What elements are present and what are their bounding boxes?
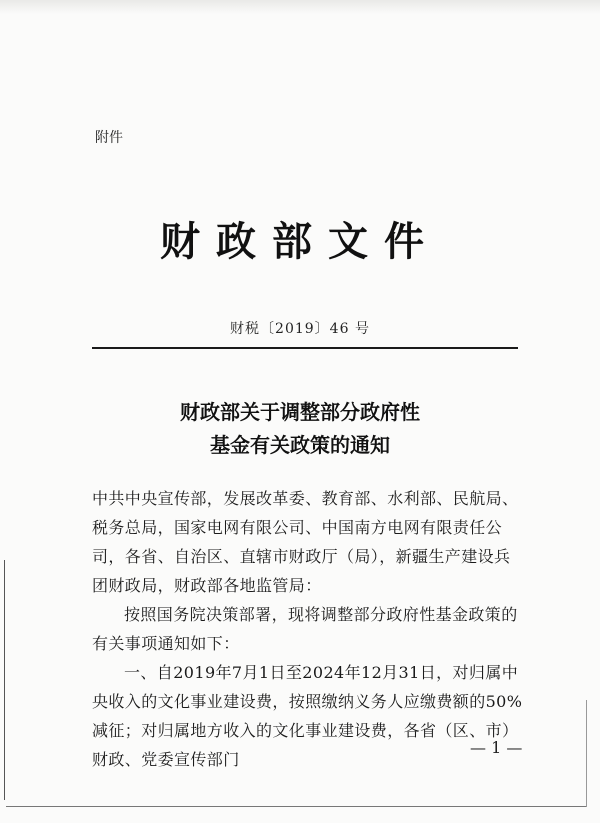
item-one-paragraph: 一、自2019年7月1日至2024年12月31日，对归属中央收入的文化事业建设费，按照缴纳义务人应缴费额的50%减征；对归属地方收入的文化事业建设费，各省（区、市）财政、党委宣传部门 (92, 663, 523, 769)
notice-title-line-2: 基金有关政策的通知 (210, 433, 390, 457)
notice-title (0, 396, 600, 462)
header-divider (92, 347, 518, 349)
document-number: 财税〔2019〕46 号 (230, 321, 370, 337)
page-number: — 1 — (470, 738, 523, 757)
scan-edge-right (586, 700, 587, 807)
scan-edge-left (4, 560, 5, 800)
scan-shadow-top (0, 0, 600, 14)
document-title: 财政部文件 (160, 218, 440, 265)
document-body (92, 484, 524, 774)
scan-edge-bottom (6, 806, 586, 807)
addressees-paragraph: 中共中央宣传部，发展改革委、教育部、水利部、民航局、税务总局，国家电网有限公司、中国南方电网有限责任公司，各省、自治区、直辖市财政厅（局），新疆生产建设兵团财政局，财政部各地监管局： (92, 489, 519, 595)
attachment-label: 附件 (95, 130, 123, 146)
notice-title-line-1: 财政部关于调整部分政府性 (180, 400, 420, 424)
intro-paragraph: 按照国务院决策部署，现将调整部分政府性基金政策的有关事项通知如下： (92, 605, 518, 653)
